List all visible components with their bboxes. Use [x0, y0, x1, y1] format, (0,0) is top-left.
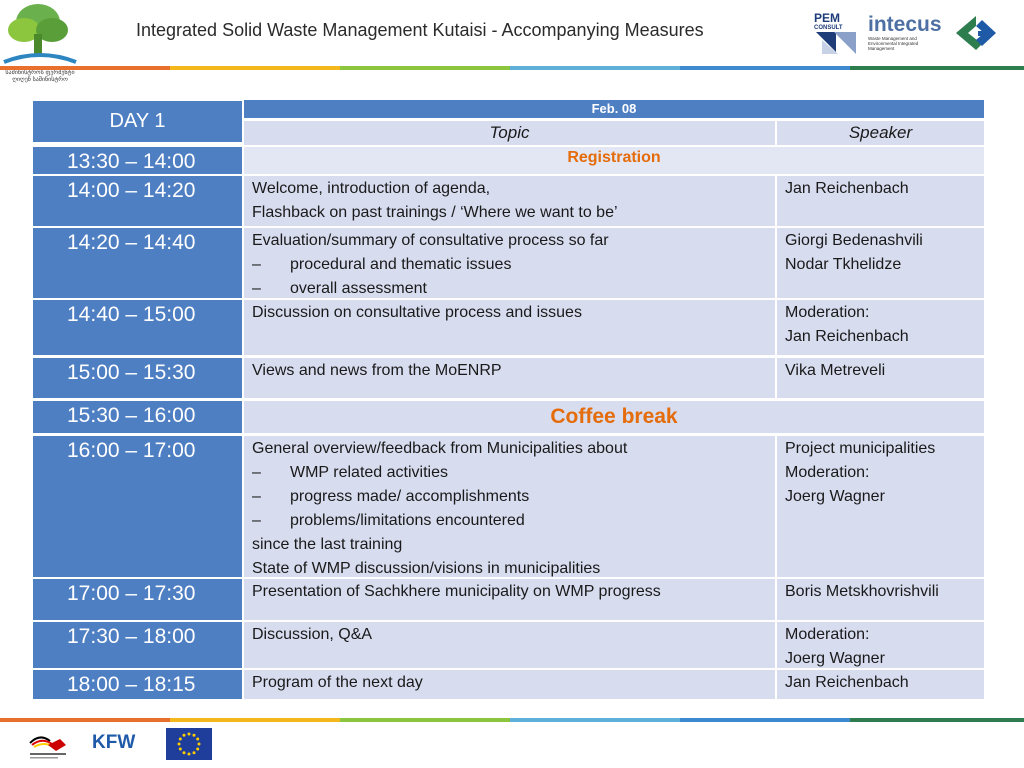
topic-line: Flashback on past trainings / ‘Where we want to be’: [252, 204, 618, 221]
pem-logo-subtext: CONSULT: [814, 25, 843, 31]
speaker-line: Project municipalities: [785, 440, 936, 457]
speaker-line: Joerg Wagner: [785, 488, 885, 505]
header-color-stripe: [0, 66, 1024, 70]
time-slot: 14:20 – 14:40: [33, 228, 242, 298]
speaker-cell: [777, 300, 984, 355]
speaker-cell: [777, 579, 984, 620]
topic-bullet: [252, 509, 775, 533]
ministry-logo: [0, 0, 80, 92]
topic-cell: [244, 176, 775, 226]
speaker-cell: [777, 358, 984, 398]
time-slot: 14:00 – 14:20: [33, 176, 242, 226]
speaker-cell: [777, 228, 984, 298]
speaker-line: Moderation:: [785, 304, 870, 321]
topic-line: General overview/feedback from Municipalities about: [252, 440, 628, 457]
topic-line: since the last training: [252, 536, 403, 553]
time-slot: 17:00 – 17:30: [33, 579, 242, 620]
intecus-logo: [868, 14, 944, 52]
topic-line: Presentation of Sachkhere municipality on WMP progress: [252, 583, 661, 600]
speaker-cell: [777, 176, 984, 226]
speaker-line: Giorgi Bedenashvili: [785, 232, 923, 249]
speaker-line: Moderation:: [785, 626, 870, 643]
topic-line: Evaluation/summary of consultative process so far: [252, 232, 609, 249]
topic-cell: [244, 436, 775, 577]
topic-line: Welcome, introduction of agenda,: [252, 180, 491, 197]
footer-color-stripe: [0, 718, 1024, 722]
bullet-text: WMP related activities: [290, 464, 448, 481]
speaker-line: Vika Metreveli: [785, 362, 886, 379]
speaker-cell: [777, 622, 984, 668]
topic-header: Topic: [244, 121, 775, 145]
topic-line: Discussion, Q&A: [252, 626, 373, 643]
speaker-line: Jan Reichenbach: [785, 674, 909, 691]
speaker-line: Jan Reichenbach: [785, 180, 909, 197]
topic-cell: [244, 670, 775, 699]
registration-label: Registration: [244, 147, 984, 174]
pem-logo-text: PEM: [814, 11, 841, 25]
bullet-dash: –: [252, 512, 261, 529]
bullet-text: problems/limitations encountered: [290, 512, 525, 529]
time-slot: 14:40 – 15:00: [33, 300, 242, 355]
bullet-text: progress made/ accomplishments: [290, 488, 530, 505]
speaker-line: Moderation:: [785, 464, 870, 481]
time-slot: 13:30 – 14:00: [33, 147, 242, 174]
topic-cell: [244, 300, 775, 355]
speaker-line: Joerg Wagner: [785, 650, 885, 667]
logo-caption-line-1: სამინისტროს ფერმენტი: [5, 70, 75, 76]
topic-cell: [244, 622, 775, 668]
topic-bullet: [252, 461, 775, 485]
speaker-header: Speaker: [777, 121, 984, 145]
bullet-text: procedural and thematic issues: [290, 256, 512, 273]
day-label: DAY 1: [33, 101, 242, 142]
bullet-dash: –: [252, 464, 261, 481]
bullet-dash: –: [252, 256, 261, 273]
topic-line: Discussion on consultative process and issues: [252, 304, 582, 321]
time-slot: 17:30 – 18:00: [33, 622, 242, 668]
topic-cell: [244, 228, 775, 298]
page-title: Integrated Solid Waste Management Kutaisi - Accompanying Measures: [136, 20, 704, 40]
speaker-cell: [777, 670, 984, 699]
topic-cell: [244, 579, 775, 620]
intecus-logo-text: intecus: [868, 13, 942, 36]
speaker-line: Jan Reichenbach: [785, 328, 909, 345]
topic-bullet: [252, 485, 775, 509]
time-slot: 16:00 – 17:00: [33, 436, 242, 577]
speaker-cell: [777, 436, 984, 577]
time-slot: 18:00 – 18:15: [33, 670, 242, 699]
eu-flag-logo: [166, 728, 212, 760]
bullet-dash: –: [252, 280, 261, 297]
topic-line: State of WMP discussion/visions in municipalities: [252, 560, 601, 577]
coffee-break-label: Coffee break: [244, 401, 984, 433]
topic-cell: [244, 358, 775, 398]
topic-line: Views and news from the MoENRP: [252, 362, 502, 379]
topic-bullet: [252, 253, 775, 277]
time-slot: 15:30 – 16:00: [33, 401, 242, 433]
speaker-line: Nodar Tkhelidze: [785, 256, 902, 273]
pem-consult-logo: [812, 10, 858, 56]
topic-bullet: [252, 277, 775, 298]
bullet-dash: –: [252, 488, 261, 505]
date-label: Feb. 08: [244, 100, 984, 118]
topic-line: Program of the next day: [252, 674, 423, 691]
kfw-logo: KFW: [92, 732, 136, 753]
gg-logo: [952, 12, 1000, 54]
bullet-text: overall assessment: [290, 280, 427, 297]
time-slot: 15:00 – 15:30: [33, 358, 242, 398]
logo-caption-line-2: ღიღენ სამინისტრო: [12, 77, 68, 83]
intecus-logo-subtext: Waste Management and Environmental Integrated Management: [868, 36, 919, 51]
german-cooperation-logo: [26, 731, 72, 761]
speaker-line: Boris Metskhovrishvili: [785, 583, 939, 600]
